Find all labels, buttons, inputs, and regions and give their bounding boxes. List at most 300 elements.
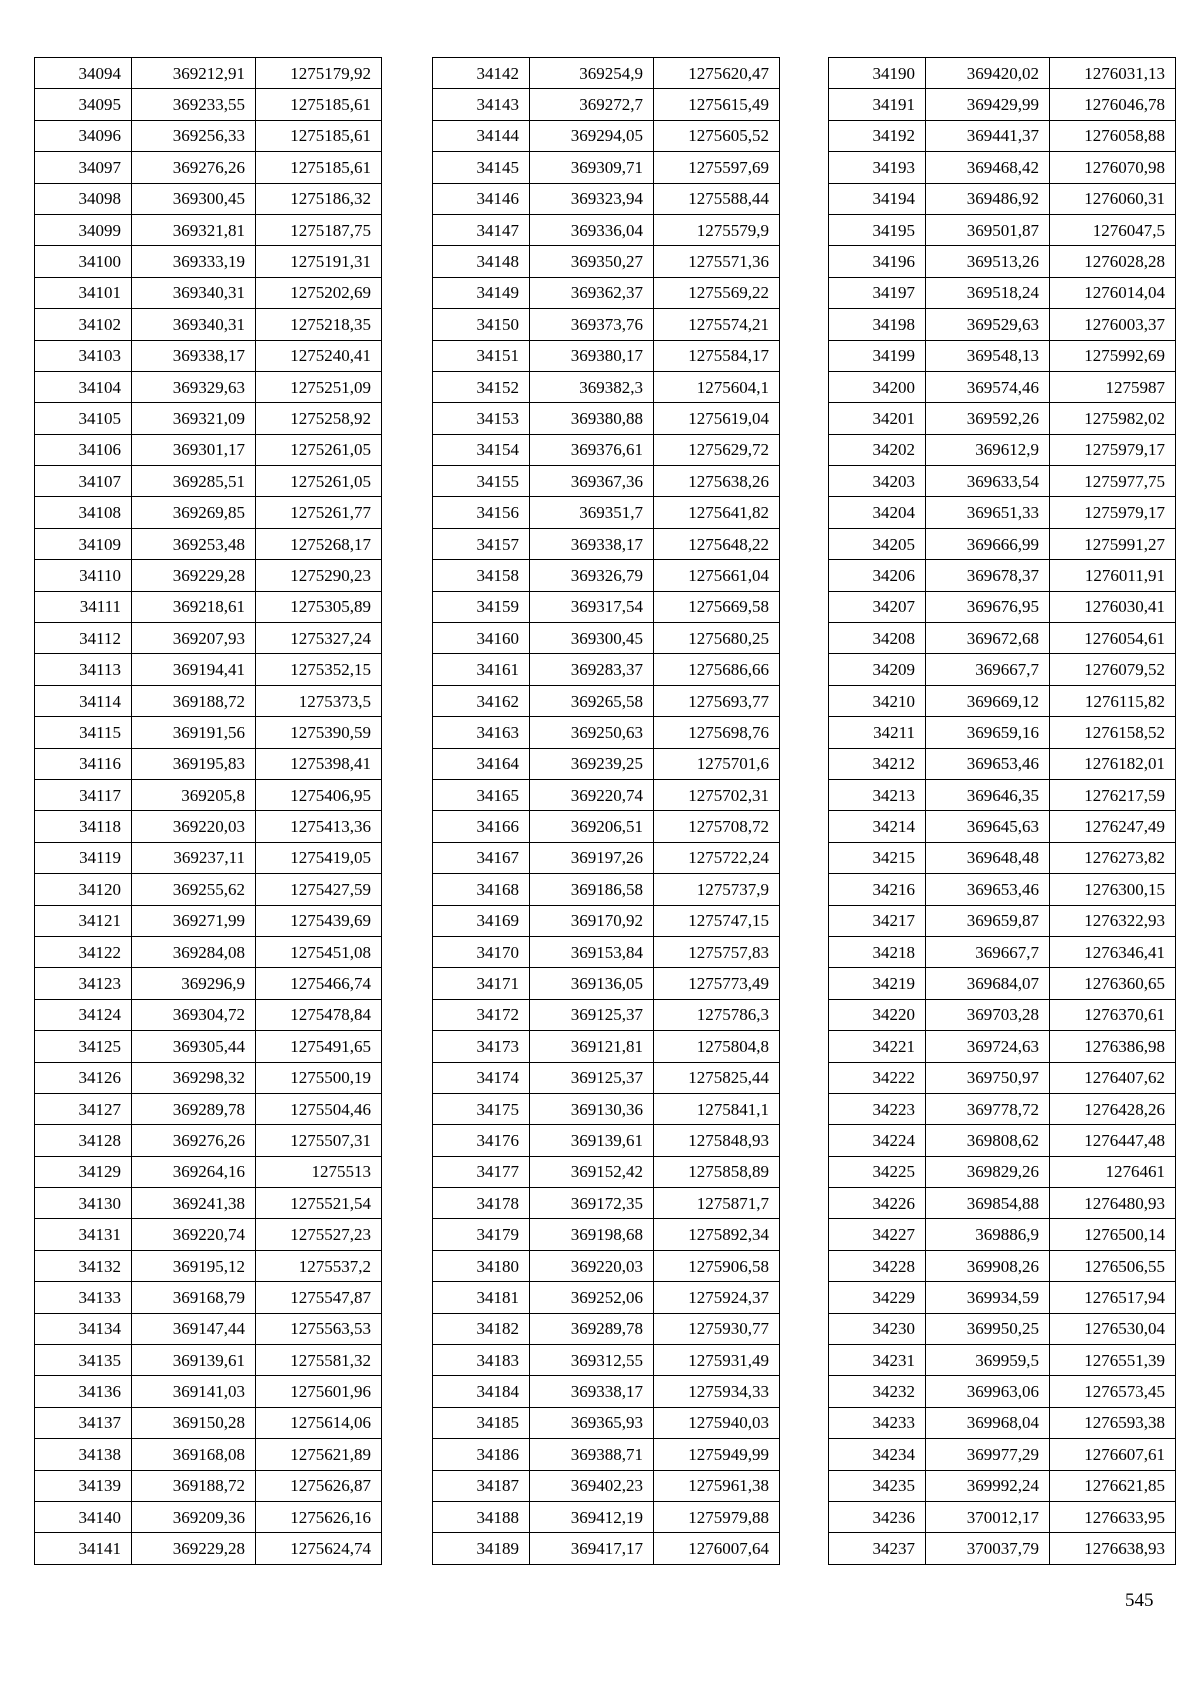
y-coordinate-cell: 1275702,31 — [654, 779, 780, 810]
y-coordinate-cell: 1275934,33 — [654, 1376, 780, 1407]
y-coordinate-cell: 1275757,83 — [654, 936, 780, 967]
y-coordinate-cell: 1275825,44 — [654, 1062, 780, 1093]
x-coordinate-cell: 369678,37 — [926, 560, 1050, 591]
y-coordinate-cell: 1275352,15 — [256, 654, 382, 685]
x-coordinate-cell: 369188,72 — [132, 1470, 256, 1501]
x-coordinate-cell: 369667,7 — [926, 936, 1050, 967]
point-number-cell: 34197 — [829, 277, 926, 308]
y-coordinate-cell: 1275390,59 — [256, 717, 382, 748]
table-row — [829, 874, 1176, 905]
x-coordinate-cell: 369323,94 — [530, 183, 654, 214]
y-coordinate-cell: 1276346,41 — [1050, 936, 1176, 967]
x-coordinate-cell: 369338,17 — [530, 1376, 654, 1407]
table-row — [433, 1219, 780, 1250]
table-row — [829, 1533, 1176, 1564]
y-coordinate-cell: 1275648,22 — [654, 528, 780, 559]
table-row — [35, 1282, 382, 1313]
table-row — [829, 1093, 1176, 1124]
y-coordinate-cell: 1275185,61 — [256, 89, 382, 120]
point-number-cell: 34146 — [433, 183, 530, 214]
x-coordinate-cell: 369139,61 — [132, 1345, 256, 1376]
y-coordinate-cell: 1275179,92 — [256, 58, 382, 89]
point-number-cell: 34140 — [35, 1501, 132, 1532]
x-coordinate-cell: 369229,28 — [132, 1533, 256, 1564]
point-number-cell: 34150 — [433, 309, 530, 340]
table-row — [433, 277, 780, 308]
table-row — [433, 1282, 780, 1313]
x-coordinate-cell: 369285,51 — [132, 466, 256, 497]
x-coordinate-cell: 369648,48 — [926, 842, 1050, 873]
y-coordinate-cell: 1275620,47 — [654, 58, 780, 89]
point-number-cell: 34182 — [433, 1313, 530, 1344]
point-number-cell: 34131 — [35, 1219, 132, 1250]
y-coordinate-cell: 1275187,75 — [256, 214, 382, 245]
table-row — [433, 246, 780, 277]
x-coordinate-cell: 369294,05 — [530, 120, 654, 151]
y-coordinate-cell: 1276028,28 — [1050, 246, 1176, 277]
y-coordinate-cell: 1275584,17 — [654, 340, 780, 371]
table-row — [35, 1093, 382, 1124]
x-coordinate-cell: 369380,17 — [530, 340, 654, 371]
x-coordinate-cell: 369367,36 — [530, 466, 654, 497]
point-number-cell: 34142 — [433, 58, 530, 89]
x-coordinate-cell: 369317,54 — [530, 591, 654, 622]
table-row — [433, 842, 780, 873]
y-coordinate-cell: 1275892,34 — [654, 1219, 780, 1250]
x-coordinate-cell: 369376,61 — [530, 434, 654, 465]
table-row — [35, 654, 382, 685]
table-row — [829, 1125, 1176, 1156]
point-number-cell: 34149 — [433, 277, 530, 308]
x-coordinate-cell: 369651,33 — [926, 497, 1050, 528]
y-coordinate-cell: 1275500,19 — [256, 1062, 382, 1093]
table-row — [433, 717, 780, 748]
x-coordinate-cell: 369529,63 — [926, 309, 1050, 340]
point-number-cell: 34164 — [433, 748, 530, 779]
point-number-cell: 34171 — [433, 968, 530, 999]
x-coordinate-cell: 369672,68 — [926, 623, 1050, 654]
table-row — [35, 779, 382, 810]
table-row — [829, 1439, 1176, 1470]
x-coordinate-cell: 369241,38 — [132, 1188, 256, 1219]
table-row — [35, 811, 382, 842]
y-coordinate-cell: 1275504,46 — [256, 1093, 382, 1124]
x-coordinate-cell: 369309,71 — [530, 152, 654, 183]
table-row — [35, 340, 382, 371]
y-coordinate-cell: 1276551,39 — [1050, 1345, 1176, 1376]
point-number-cell: 34123 — [35, 968, 132, 999]
y-coordinate-cell: 1275979,17 — [1050, 497, 1176, 528]
point-number-cell: 34127 — [35, 1093, 132, 1124]
point-number-cell: 34167 — [433, 842, 530, 873]
table-row — [35, 1031, 382, 1062]
x-coordinate-cell: 369645,63 — [926, 811, 1050, 842]
point-number-cell: 34098 — [35, 183, 132, 214]
point-number-cell: 34152 — [433, 371, 530, 402]
point-number-cell: 34184 — [433, 1376, 530, 1407]
table-row — [829, 152, 1176, 183]
point-number-cell: 34109 — [35, 528, 132, 559]
table-row — [433, 497, 780, 528]
y-coordinate-cell: 1276360,65 — [1050, 968, 1176, 999]
x-coordinate-cell: 369703,28 — [926, 999, 1050, 1030]
table-row — [433, 905, 780, 936]
y-coordinate-cell: 1275737,9 — [654, 874, 780, 905]
table-row — [829, 1282, 1176, 1313]
x-coordinate-cell: 369633,54 — [926, 466, 1050, 497]
table-row — [433, 1093, 780, 1124]
point-number-cell: 34099 — [35, 214, 132, 245]
table-row — [35, 1376, 382, 1407]
point-number-cell: 34161 — [433, 654, 530, 685]
point-number-cell: 34222 — [829, 1062, 926, 1093]
point-number-cell: 34224 — [829, 1125, 926, 1156]
point-number-cell: 34235 — [829, 1470, 926, 1501]
point-number-cell: 34153 — [433, 403, 530, 434]
y-coordinate-cell: 1275419,05 — [256, 842, 382, 873]
table-row — [35, 183, 382, 214]
point-number-cell: 34226 — [829, 1188, 926, 1219]
y-coordinate-cell: 1275261,05 — [256, 434, 382, 465]
y-coordinate-cell: 1275747,15 — [654, 905, 780, 936]
table-row — [433, 999, 780, 1030]
table-row — [35, 466, 382, 497]
y-coordinate-cell: 1275624,74 — [256, 1533, 382, 1564]
table-row — [829, 811, 1176, 842]
point-number-cell: 34165 — [433, 779, 530, 810]
y-coordinate-cell: 1276300,15 — [1050, 874, 1176, 905]
y-coordinate-cell: 1275977,75 — [1050, 466, 1176, 497]
x-coordinate-cell: 369501,87 — [926, 214, 1050, 245]
y-coordinate-cell: 1275451,08 — [256, 936, 382, 967]
table-row — [35, 999, 382, 1030]
y-coordinate-cell: 1276461 — [1050, 1156, 1176, 1187]
table-row — [35, 1125, 382, 1156]
x-coordinate-cell: 369321,09 — [132, 403, 256, 434]
y-coordinate-cell: 1275571,36 — [654, 246, 780, 277]
x-coordinate-cell: 369934,59 — [926, 1282, 1050, 1313]
x-coordinate-cell: 369141,03 — [132, 1376, 256, 1407]
x-coordinate-cell: 370012,17 — [926, 1501, 1050, 1532]
x-coordinate-cell: 369218,61 — [132, 591, 256, 622]
table-row — [35, 685, 382, 716]
x-coordinate-cell: 369209,36 — [132, 1501, 256, 1532]
table-row — [35, 403, 382, 434]
y-coordinate-cell: 1275185,61 — [256, 152, 382, 183]
x-coordinate-cell: 369121,81 — [530, 1031, 654, 1062]
table-row — [433, 214, 780, 245]
table-row — [35, 1533, 382, 1564]
x-coordinate-cell: 369312,55 — [530, 1345, 654, 1376]
point-number-cell: 34198 — [829, 309, 926, 340]
x-coordinate-cell: 369350,27 — [530, 246, 654, 277]
point-number-cell: 34207 — [829, 591, 926, 622]
y-coordinate-cell: 1275513 — [256, 1156, 382, 1187]
y-coordinate-cell: 1275906,58 — [654, 1250, 780, 1281]
table-row — [433, 528, 780, 559]
y-coordinate-cell: 1276447,48 — [1050, 1125, 1176, 1156]
x-coordinate-cell: 369486,92 — [926, 183, 1050, 214]
table-row — [35, 717, 382, 748]
y-coordinate-cell: 1275439,69 — [256, 905, 382, 936]
table-row — [433, 591, 780, 622]
y-coordinate-cell: 1275507,31 — [256, 1125, 382, 1156]
point-number-cell: 34139 — [35, 1470, 132, 1501]
point-number-cell: 34104 — [35, 371, 132, 402]
table-row — [829, 120, 1176, 151]
point-number-cell: 34113 — [35, 654, 132, 685]
table-row — [35, 842, 382, 873]
x-coordinate-cell: 369168,79 — [132, 1282, 256, 1313]
table-row — [35, 1313, 382, 1344]
point-number-cell: 34157 — [433, 528, 530, 559]
y-coordinate-cell: 1275661,04 — [654, 560, 780, 591]
x-coordinate-cell: 369272,7 — [530, 89, 654, 120]
coordinates-table-1 — [34, 57, 382, 1565]
point-number-cell: 34211 — [829, 717, 926, 748]
table-row — [433, 58, 780, 89]
y-coordinate-cell: 1276273,82 — [1050, 842, 1176, 873]
y-coordinate-cell: 1275491,65 — [256, 1031, 382, 1062]
point-number-cell: 34232 — [829, 1376, 926, 1407]
x-coordinate-cell: 369340,31 — [132, 309, 256, 340]
y-coordinate-cell: 1275406,95 — [256, 779, 382, 810]
x-coordinate-cell: 369252,06 — [530, 1282, 654, 1313]
table-row — [35, 152, 382, 183]
table-row — [829, 999, 1176, 1030]
y-coordinate-cell: 1275601,96 — [256, 1376, 382, 1407]
y-coordinate-cell: 1275961,38 — [654, 1470, 780, 1501]
y-coordinate-cell: 1275619,04 — [654, 403, 780, 434]
point-number-cell: 34176 — [433, 1125, 530, 1156]
x-coordinate-cell: 369351,7 — [530, 497, 654, 528]
y-coordinate-cell: 1276014,04 — [1050, 277, 1176, 308]
table-row — [829, 1219, 1176, 1250]
x-coordinate-cell: 369612,9 — [926, 434, 1050, 465]
table-row — [433, 89, 780, 120]
table-row — [433, 1376, 780, 1407]
table-row — [829, 623, 1176, 654]
y-coordinate-cell: 1275641,82 — [654, 497, 780, 528]
point-number-cell: 34141 — [35, 1533, 132, 1564]
point-number-cell: 34219 — [829, 968, 926, 999]
point-number-cell: 34115 — [35, 717, 132, 748]
x-coordinate-cell: 369365,93 — [530, 1407, 654, 1438]
y-coordinate-cell: 1276506,55 — [1050, 1250, 1176, 1281]
y-coordinate-cell: 1275987 — [1050, 371, 1176, 402]
table-row — [829, 528, 1176, 559]
table-row — [35, 1156, 382, 1187]
y-coordinate-cell: 1275626,87 — [256, 1470, 382, 1501]
x-coordinate-cell: 369300,45 — [530, 623, 654, 654]
table-row — [35, 1345, 382, 1376]
y-coordinate-cell: 1276058,88 — [1050, 120, 1176, 151]
point-number-cell: 34223 — [829, 1093, 926, 1124]
point-number-cell: 34225 — [829, 1156, 926, 1187]
x-coordinate-cell: 369136,05 — [530, 968, 654, 999]
y-coordinate-cell: 1275191,31 — [256, 246, 382, 277]
y-coordinate-cell: 1275708,72 — [654, 811, 780, 842]
y-coordinate-cell: 1276480,93 — [1050, 1188, 1176, 1219]
x-coordinate-cell: 369170,92 — [530, 905, 654, 936]
table-row — [829, 403, 1176, 434]
point-number-cell: 34188 — [433, 1501, 530, 1532]
x-coordinate-cell: 369380,88 — [530, 403, 654, 434]
point-number-cell: 34120 — [35, 874, 132, 905]
x-coordinate-cell: 369412,19 — [530, 1501, 654, 1532]
x-coordinate-cell: 369950,25 — [926, 1313, 1050, 1344]
x-coordinate-cell: 369684,07 — [926, 968, 1050, 999]
x-coordinate-cell: 369659,16 — [926, 717, 1050, 748]
x-coordinate-cell: 369172,35 — [530, 1188, 654, 1219]
table-row — [829, 497, 1176, 528]
point-number-cell: 34158 — [433, 560, 530, 591]
table-row — [829, 560, 1176, 591]
x-coordinate-cell: 369886,9 — [926, 1219, 1050, 1250]
x-coordinate-cell: 369139,61 — [530, 1125, 654, 1156]
point-number-cell: 34186 — [433, 1439, 530, 1470]
y-coordinate-cell: 1275563,53 — [256, 1313, 382, 1344]
x-coordinate-cell: 369254,9 — [530, 58, 654, 89]
table-row — [829, 466, 1176, 497]
point-number-cell: 34230 — [829, 1313, 926, 1344]
point-number-cell: 34201 — [829, 403, 926, 434]
point-number-cell: 34100 — [35, 246, 132, 277]
y-coordinate-cell: 1276633,95 — [1050, 1501, 1176, 1532]
table-row — [433, 152, 780, 183]
y-coordinate-cell: 1275268,17 — [256, 528, 382, 559]
point-number-cell: 34121 — [35, 905, 132, 936]
x-coordinate-cell: 369326,79 — [530, 560, 654, 591]
table-row — [829, 1156, 1176, 1187]
point-number-cell: 34214 — [829, 811, 926, 842]
table-row — [35, 1439, 382, 1470]
y-coordinate-cell: 1275527,23 — [256, 1219, 382, 1250]
table-row — [35, 968, 382, 999]
y-coordinate-cell: 1275615,49 — [654, 89, 780, 120]
x-coordinate-cell: 369153,84 — [530, 936, 654, 967]
x-coordinate-cell: 369808,62 — [926, 1125, 1050, 1156]
point-number-cell: 34180 — [433, 1250, 530, 1281]
y-coordinate-cell: 1275569,22 — [654, 277, 780, 308]
y-coordinate-cell: 1276003,37 — [1050, 309, 1176, 340]
y-coordinate-cell: 1276573,45 — [1050, 1376, 1176, 1407]
point-number-cell: 34236 — [829, 1501, 926, 1532]
x-coordinate-cell: 369854,88 — [926, 1188, 1050, 1219]
point-number-cell: 34237 — [829, 1533, 926, 1564]
table-row — [829, 1062, 1176, 1093]
x-coordinate-cell: 369194,41 — [132, 654, 256, 685]
x-coordinate-cell: 369574,46 — [926, 371, 1050, 402]
table-row — [433, 1470, 780, 1501]
point-number-cell: 34117 — [35, 779, 132, 810]
y-coordinate-cell: 1275629,72 — [654, 434, 780, 465]
x-coordinate-cell: 369253,48 — [132, 528, 256, 559]
x-coordinate-cell: 369959,5 — [926, 1345, 1050, 1376]
table-row — [35, 1407, 382, 1438]
x-coordinate-cell: 369205,8 — [132, 779, 256, 810]
table-row — [433, 748, 780, 779]
x-coordinate-cell: 369276,26 — [132, 1125, 256, 1156]
y-coordinate-cell: 1276079,52 — [1050, 654, 1176, 685]
x-coordinate-cell: 369130,36 — [530, 1093, 654, 1124]
point-number-cell: 34233 — [829, 1407, 926, 1438]
point-number-cell: 34118 — [35, 811, 132, 842]
y-coordinate-cell: 1275413,36 — [256, 811, 382, 842]
table-row — [829, 1313, 1176, 1344]
x-coordinate-cell: 369220,03 — [132, 811, 256, 842]
table-row — [433, 1031, 780, 1062]
x-coordinate-cell: 369197,26 — [530, 842, 654, 873]
y-coordinate-cell: 1275841,1 — [654, 1093, 780, 1124]
y-coordinate-cell: 1275574,21 — [654, 309, 780, 340]
y-coordinate-cell: 1275521,54 — [256, 1188, 382, 1219]
table-row — [433, 936, 780, 967]
table-row — [829, 748, 1176, 779]
y-coordinate-cell: 1275698,76 — [654, 717, 780, 748]
x-coordinate-cell: 369968,04 — [926, 1407, 1050, 1438]
point-number-cell: 34159 — [433, 591, 530, 622]
y-coordinate-cell: 1275373,5 — [256, 685, 382, 716]
point-number-cell: 34192 — [829, 120, 926, 151]
table-row — [35, 89, 382, 120]
coordinates-table-3 — [828, 57, 1176, 1565]
point-number-cell: 34162 — [433, 685, 530, 716]
x-coordinate-cell: 369296,9 — [132, 968, 256, 999]
point-number-cell: 34204 — [829, 497, 926, 528]
coordinates-table-2 — [432, 57, 780, 1565]
x-coordinate-cell: 369147,44 — [132, 1313, 256, 1344]
point-number-cell: 34172 — [433, 999, 530, 1030]
point-number-cell: 34144 — [433, 120, 530, 151]
y-coordinate-cell: 1276386,98 — [1050, 1031, 1176, 1062]
point-number-cell: 34174 — [433, 1062, 530, 1093]
point-number-cell: 34166 — [433, 811, 530, 842]
x-coordinate-cell: 369666,99 — [926, 528, 1050, 559]
x-coordinate-cell: 369778,72 — [926, 1093, 1050, 1124]
x-coordinate-cell: 369198,68 — [530, 1219, 654, 1250]
y-coordinate-cell: 1275305,89 — [256, 591, 382, 622]
x-coordinate-cell: 369338,17 — [132, 340, 256, 371]
y-coordinate-cell: 1275858,89 — [654, 1156, 780, 1187]
point-number-cell: 34095 — [35, 89, 132, 120]
y-coordinate-cell: 1275804,8 — [654, 1031, 780, 1062]
y-coordinate-cell: 1275940,03 — [654, 1407, 780, 1438]
point-number-cell: 34151 — [433, 340, 530, 371]
table-row — [433, 371, 780, 402]
x-coordinate-cell: 369191,56 — [132, 717, 256, 748]
y-coordinate-cell: 1276060,31 — [1050, 183, 1176, 214]
x-coordinate-cell: 369646,35 — [926, 779, 1050, 810]
table-row — [433, 811, 780, 842]
point-number-cell: 34194 — [829, 183, 926, 214]
y-coordinate-cell: 1276007,64 — [654, 1533, 780, 1564]
point-number-cell: 34134 — [35, 1313, 132, 1344]
y-coordinate-cell: 1275982,02 — [1050, 403, 1176, 434]
table-row — [35, 874, 382, 905]
y-coordinate-cell: 1275638,26 — [654, 466, 780, 497]
point-number-cell: 34209 — [829, 654, 926, 685]
table-row — [35, 120, 382, 151]
table-row — [829, 246, 1176, 277]
x-coordinate-cell: 369977,29 — [926, 1439, 1050, 1470]
point-number-cell: 34202 — [829, 434, 926, 465]
table-row — [35, 214, 382, 245]
x-coordinate-cell: 369750,97 — [926, 1062, 1050, 1093]
point-number-cell: 34094 — [35, 58, 132, 89]
x-coordinate-cell: 369659,87 — [926, 905, 1050, 936]
table-row — [433, 560, 780, 591]
